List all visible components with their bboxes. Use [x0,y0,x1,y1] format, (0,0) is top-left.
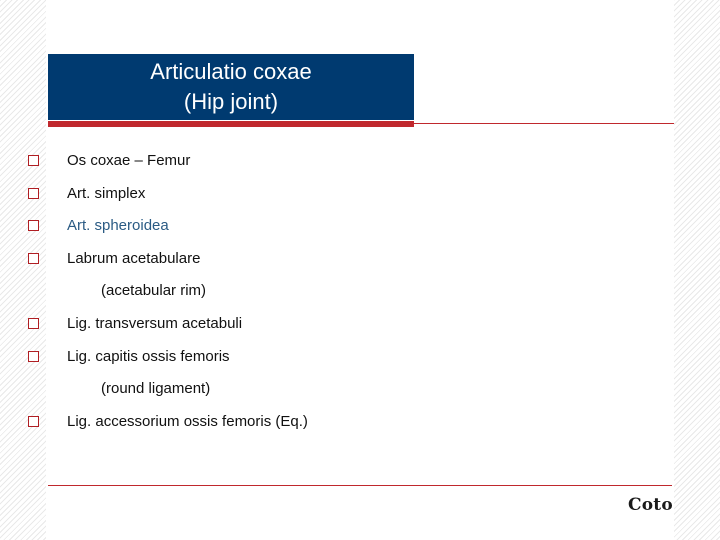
list-item [28,244,668,277]
slide-title-line-1: Articulatio coxae [150,59,312,84]
list-item-text: Lig. accessorium ossis femoris (Eq.) [67,412,308,430]
slide-title-line-2: (Hip joint) [183,89,279,114]
list-item-text: Art. simplex [67,184,146,202]
slide-title [48,54,414,120]
list-item-text: Labrum acetabulare [67,249,201,267]
checkbox-bullet-icon [28,416,39,427]
list-item [28,179,668,212]
footer-logo: Coto [628,495,673,515]
list-item-subtext-text: (round ligament) [101,380,211,398]
list-item-subtext-text: (acetabular rim) [101,282,207,300]
checkbox-bullet-icon [28,253,39,264]
list-item [28,146,668,179]
checkbox-bullet-icon [28,155,39,166]
list-item [28,342,668,375]
list-item-subtext [28,276,668,309]
list-item-text: Lig. capitis ossis femoris [67,347,230,365]
list-item-subtext [28,374,668,407]
list-item [28,309,668,342]
list-item [28,211,668,244]
footer-rule [48,485,672,486]
bullet-list [28,146,668,439]
checkbox-bullet-icon [28,188,39,199]
list-item [28,407,668,440]
checkbox-bullet-icon [28,318,39,329]
title-underline-bar [48,121,414,127]
list-item-text: Os coxae – Femur [67,152,191,169]
list-item-text: Lig. transversum acetabuli [67,314,243,332]
title-underline-rule [414,123,674,124]
list-item-text: Art. spheroidea [67,217,169,235]
checkbox-bullet-icon [28,351,39,362]
checkbox-bullet-icon [28,220,39,231]
